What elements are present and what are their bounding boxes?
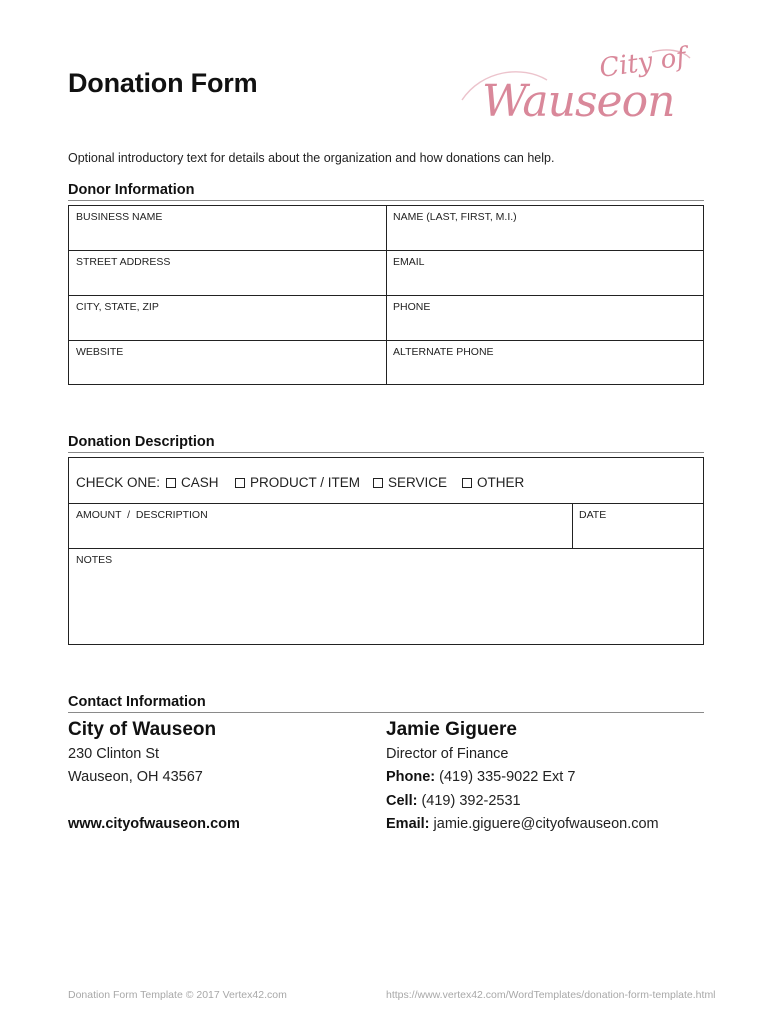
alternate-phone-field[interactable] — [386, 341, 703, 385]
notes-label: NOTES — [76, 554, 113, 566]
phone-value: (419) 335-9022 Ext 7 — [435, 769, 576, 785]
email-field[interactable] — [386, 251, 703, 295]
option-other-label: OTHER — [477, 475, 525, 490]
option-cash[interactable] — [166, 475, 219, 490]
checkbox-icon[interactable] — [373, 478, 383, 488]
business-name-label: BUSINESS NAME — [76, 211, 163, 223]
svg-text:Wauseon: Wauseon — [482, 76, 675, 124]
name-label: NAME (LAST, FIRST, M.I.) — [393, 211, 517, 223]
donor-section-title: Donor Information — [68, 182, 195, 198]
city-state-zip-label: CITY, STATE, ZIP — [76, 301, 159, 313]
org-name: City of Wauseon — [68, 719, 217, 740]
contact-section-title: Contact Information — [68, 694, 206, 710]
email-label: EMAIL — [393, 256, 425, 268]
phone-label: PHONE — [393, 301, 431, 313]
cell-label: Cell: — [386, 793, 418, 809]
date-label: DATE — [579, 509, 607, 521]
name-field[interactable] — [386, 206, 703, 250]
contact-email — [386, 816, 659, 832]
contact-section-rule — [68, 712, 704, 713]
option-product-item[interactable] — [235, 475, 360, 490]
checkbox-icon[interactable] — [462, 478, 472, 488]
svg-text:City of: City of — [597, 42, 688, 84]
footer-url[interactable]: https://www.vertex42.com/WordTemplates/donation-form-template.html — [386, 989, 716, 1001]
amount-description-label: AMOUNT / DESCRIPTION — [76, 509, 208, 521]
donation-section-title: Donation Description — [68, 434, 215, 450]
option-product-item-label: PRODUCT / ITEM — [250, 475, 361, 490]
amount-description-field[interactable] — [69, 504, 572, 548]
donation-section-rule — [68, 452, 704, 453]
option-service-label: SERVICE — [388, 475, 448, 490]
org-address-line2: Wauseon, OH 43567 — [68, 769, 203, 785]
street-address-field[interactable] — [69, 251, 386, 295]
notes-field[interactable] — [69, 549, 703, 644]
checkbox-icon[interactable] — [235, 478, 245, 488]
donor-info-grid — [68, 205, 704, 385]
contact-person-role: Director of Finance — [386, 746, 509, 762]
footer-copyright: Donation Form Template © 2017 Vertex42.com — [68, 989, 287, 1001]
date-field[interactable] — [572, 504, 703, 548]
business-name-field[interactable] — [69, 206, 386, 250]
donor-section-rule — [68, 200, 704, 201]
checkbox-icon[interactable] — [166, 478, 176, 488]
option-service[interactable] — [373, 475, 447, 490]
org-address-line1: 230 Clinton St — [68, 746, 160, 762]
city-state-zip-field[interactable] — [69, 296, 386, 340]
intro-text: Optional introductory text for details about the organization and how donations can help. — [68, 151, 555, 165]
page-title: Donation Form — [68, 68, 258, 98]
option-other[interactable] — [462, 475, 524, 490]
org-website-link[interactable]: www.cityofwauseon.com — [68, 816, 240, 832]
contact-phone — [386, 769, 575, 785]
website-label: WEBSITE — [76, 346, 124, 358]
cell-value: (419) 392-2531 — [417, 793, 521, 809]
email-label: Email: — [386, 816, 430, 832]
contact-person-name: Jamie Giguere — [386, 719, 517, 740]
check-one-label: CHECK ONE: — [76, 475, 161, 490]
city-of-wauseon-logo — [452, 40, 702, 124]
phone-label: Phone: — [386, 769, 436, 785]
website-field[interactable] — [69, 341, 386, 385]
contact-cell — [386, 793, 521, 809]
phone-field[interactable] — [386, 296, 703, 340]
alternate-phone-label: ALTERNATE PHONE — [393, 346, 494, 358]
street-address-label: STREET ADDRESS — [76, 256, 171, 268]
email-value[interactable]: jamie.giguere@cityofwauseon.com — [429, 816, 659, 832]
option-cash-label: CASH — [181, 475, 219, 490]
